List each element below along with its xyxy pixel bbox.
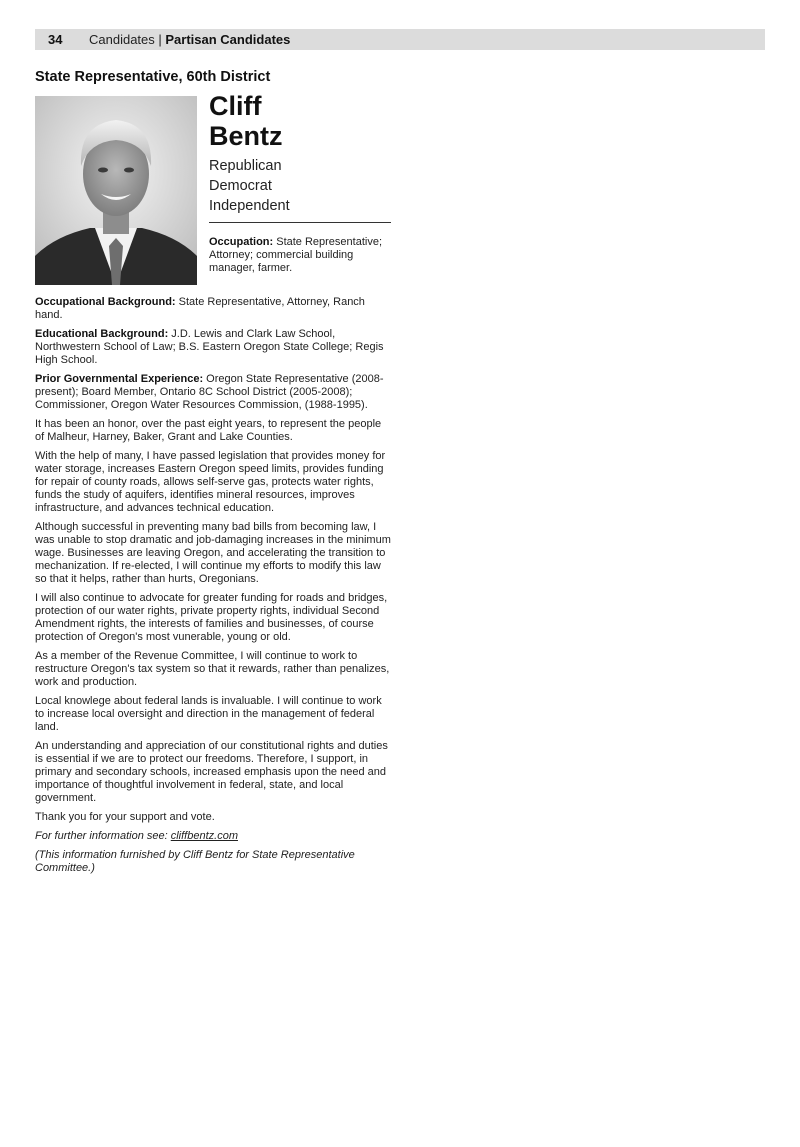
section-label [89, 32, 290, 47]
occupation [209, 236, 391, 275]
candidate-photo [35, 96, 197, 285]
candidate-first-name: Cliff [209, 91, 262, 121]
statement-paragraph: With the help of many, I have passed legislation that provides money for water storage, increases Eastern Oregon speed limits, provides funding for repair of county roads, allows self-serve gas, protects water rights, funds the study of aquifers, identifies mineral resources, improves infrastructure, and advances technical education. [35, 450, 386, 514]
statement-paragraph: I will also continue to advocate for greater funding for roads and bridges, protection of our water rights, private property rights, individual Second Amendment rights, the interests of families and businesses, of course protection of Oregon's most vunerable, young or old. [35, 592, 388, 643]
background-label: Occupational Background: [35, 296, 176, 308]
further-info-prefix: For further information see: [35, 830, 171, 842]
background-label: Educational Background: [35, 328, 169, 340]
candidate-name [209, 91, 283, 151]
occupation-label: Occupation: [209, 236, 274, 248]
website-link[interactable]: cliffbentz.com [170, 830, 238, 842]
party-item: Republican [209, 158, 282, 174]
statement-paragraph: An understanding and appreciation of our constitutional rights and duties is essential if we are to protect our freedoms. Therefore, I support, in primary and secondary schools, increased emphasis upon the need and importance of thoughtful involvement in federal, state, and local government. [35, 740, 388, 804]
statement-paragraph: It has been an honor, over the past eight years, to represent the people of Malheur, Harney, Baker, Grant and Lake Counties. [35, 418, 382, 443]
furnished-by-text: (This information furnished by Cliff Bentz for State Representative Committee.) [35, 849, 355, 874]
subsection-name: Partisan Candidates [165, 32, 291, 47]
furnished-by [35, 849, 393, 875]
office-title: State Representative, 60th District [35, 69, 271, 85]
statement-body [35, 296, 393, 881]
section-name: Candidates | [89, 32, 166, 47]
background-text: Oregon State Representative (2008-present); Board Member, Ontario 8C School District (2005-2008); Commissioner, Oregon Water Resources Commission, (1988-1995). [35, 373, 384, 411]
background-label: Prior Governmental Experience: [35, 373, 204, 385]
page-number: 34 [48, 32, 63, 47]
background-text: State Representative, Attorney, Ranch hand. [35, 296, 365, 321]
party-item: Independent [209, 198, 290, 214]
statement-paragraph: Although successful in preventing many bad bills from becoming law, I was unable to stop dramatic and job-damaging increases in the minimum wage. Businesses are leaving Oregon, and accelerating the transition to mechanization. If re-elected, I will continue my efforts to modify this law so that it helps, rather than hurts, Oregonians. [35, 521, 391, 585]
portrait-illustration [35, 96, 197, 285]
occupational-background [35, 296, 393, 322]
educational-background [35, 328, 393, 367]
occupation-text: State Representative; Attorney; commercial building manager, farmer. [209, 236, 383, 274]
divider [209, 222, 391, 223]
background-text: J.D. Lewis and Clark Law School, Northwestern School of Law; B.S. Eastern Oregon State College; Regis High School. [35, 328, 384, 366]
party-list [209, 156, 290, 216]
further-info [35, 830, 393, 843]
candidate-last-name: Bentz [209, 121, 283, 151]
governmental-experience [35, 373, 393, 412]
statement-paragraph: Thank you for your support and vote. [35, 811, 215, 823]
party-item: Democrat [209, 178, 272, 194]
statement-paragraph: Local knowlege about federal lands is invaluable. I will continue to work to increase local oversight and direction in the management of federal land. [35, 695, 382, 733]
page-header [35, 29, 765, 50]
statement-paragraph: As a member of the Revenue Committee, I will continue to work to restructure Oregon's tax system so that it rewards, rather than penalizes, work and production. [35, 650, 390, 688]
